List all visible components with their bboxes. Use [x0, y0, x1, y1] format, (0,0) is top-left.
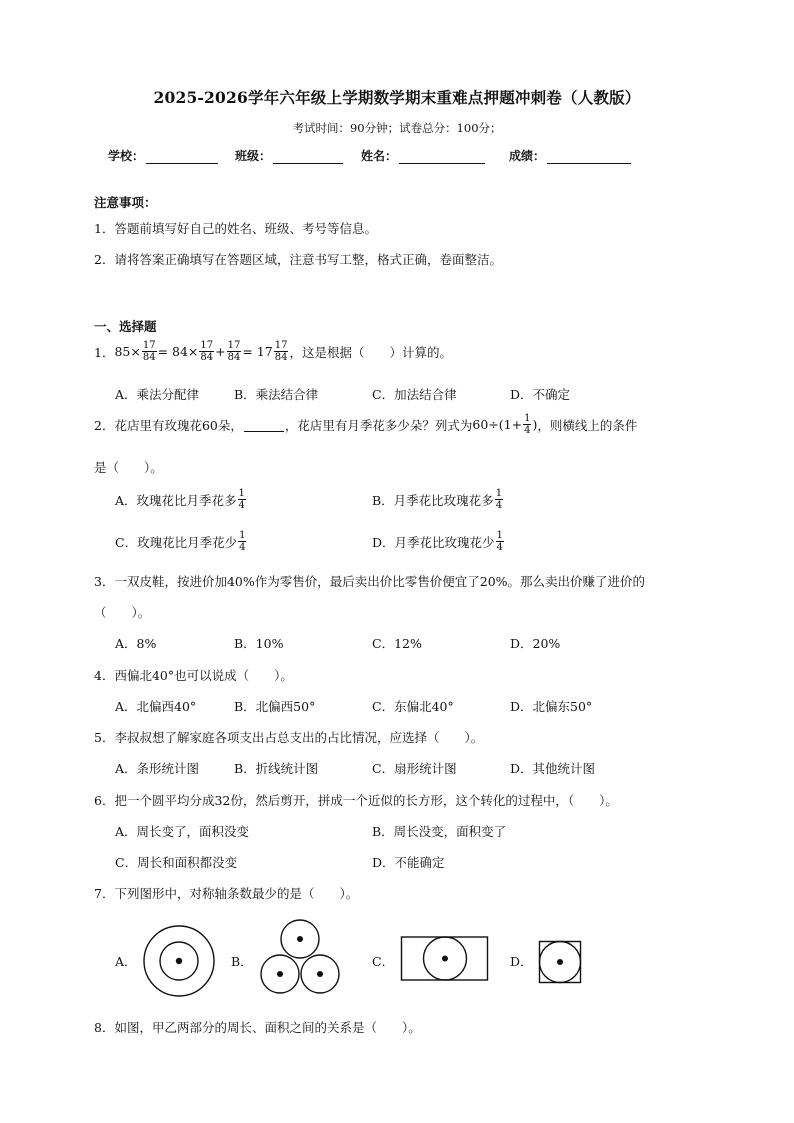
q3-option-b[interactable]: B．10% [234, 636, 284, 651]
name-blank[interactable] [399, 150, 485, 164]
q2-option-c-fraction [238, 530, 246, 553]
class-label: 班级： [235, 149, 272, 163]
denominator: 84 [200, 352, 214, 363]
q5-option-a[interactable]: A．条形统计图 [115, 761, 200, 776]
q2-option-a-text: A．玫瑰花比月季花多 [115, 492, 237, 508]
q5-option-b[interactable]: B．折线统计图 [234, 761, 319, 776]
q7-figure-c[interactable] [400, 935, 490, 983]
q2-option-b[interactable] [372, 488, 504, 511]
denominator: 4 [496, 542, 503, 553]
q6-option-b[interactable]: B．周长没变，面积变了 [372, 824, 507, 839]
q1-term-1: 85× [114, 344, 141, 359]
denominator: 84 [142, 352, 156, 363]
q7-option-a-label[interactable]: A． [115, 954, 137, 969]
q7-option-d-label[interactable]: D． [510, 954, 533, 969]
q2-option-b-fraction [495, 488, 503, 511]
q1-term-3: + [215, 344, 226, 359]
name-field [361, 147, 485, 164]
score-blank[interactable] [547, 150, 631, 164]
numerator: 1 [238, 488, 245, 499]
q1-option-a[interactable]: A．乘法分配律 [115, 387, 200, 402]
right-dot [317, 971, 323, 977]
q4-option-c[interactable]: C．东偏北40° [372, 699, 454, 714]
q4-option-b[interactable]: B．北偏西50° [234, 699, 316, 714]
q1-fraction-2 [199, 340, 214, 363]
q1-tail: ，这是根据（ ）计算的。 [289, 344, 452, 360]
q2-expression: 60÷(1+ [472, 417, 523, 432]
denominator: 4 [239, 542, 246, 553]
q2-prefix: 2．花店里有玫瑰花60朵， [94, 417, 243, 433]
q2-option-a[interactable] [115, 488, 247, 511]
q3-option-c[interactable]: C．12% [372, 636, 422, 651]
q1-fraction-1 [142, 340, 157, 363]
numerator: 1 [524, 413, 531, 424]
q2-expression-end: ) [532, 417, 538, 432]
question-2 [94, 413, 637, 436]
q2-option-d-text: D．月季花比玫瑰花少 [372, 534, 495, 550]
exam-title: 2025-2026学年六年级上学期数学期末重难点押题冲刺卷（人教版） [153, 88, 641, 107]
denominator: 4 [495, 500, 503, 511]
q1-term-4: = 17 [242, 344, 273, 359]
denominator: 4 [524, 425, 531, 436]
numerator: 1 [496, 530, 503, 541]
q1-fraction-3 [227, 340, 242, 363]
q2-fraction [523, 413, 531, 436]
top-dot [297, 936, 303, 942]
numerator: 17 [274, 340, 288, 351]
q2-tail: ，则横线上的条件 [537, 417, 638, 433]
name-label: 姓名： [361, 149, 398, 163]
notes-heading: 注意事项： [94, 195, 157, 210]
q3-option-a[interactable]: A．8% [115, 636, 157, 651]
q5-option-c[interactable]: C．扇形统计图 [372, 761, 457, 776]
class-field [235, 147, 343, 164]
q2-option-c-text: C．玫瑰花比月季花少 [115, 534, 238, 550]
q7-figure-b[interactable] [258, 918, 342, 1000]
q6-option-a[interactable]: A．周长变了，面积没变 [115, 824, 250, 839]
q7-figure-d[interactable] [538, 940, 582, 984]
left-dot [277, 971, 283, 977]
numerator: 1 [239, 530, 246, 541]
q6-option-d[interactable]: D．不能确定 [372, 855, 445, 870]
class-blank[interactable] [273, 150, 343, 164]
q2-line-2: 是（ ）。 [94, 460, 163, 475]
center-dot [442, 956, 448, 962]
q2-option-c[interactable] [115, 530, 247, 553]
score-label: 成绩： [509, 149, 546, 163]
score-field [509, 147, 631, 164]
numerator: 17 [142, 340, 156, 351]
question-7: 7．下列图形中，对称轴条数最少的是（ ）。 [94, 886, 359, 901]
note-2: 2．请将答案正确填写在答题区域，注意书写工整，格式正确，卷面整洁。 [94, 252, 502, 267]
q2-middle: ，花店里有月季花多少朵？列式为 [284, 417, 473, 433]
q2-blank[interactable] [244, 418, 284, 432]
q1-option-d[interactable]: D．不确定 [510, 387, 571, 402]
q1-option-c[interactable]: C．加法结合律 [372, 387, 457, 402]
numerator: 17 [227, 340, 241, 351]
q1-fraction-4 [274, 340, 289, 363]
school-label: 学校： [108, 149, 145, 163]
question-4: 4．西偏北40°也可以说成（ ）。 [94, 668, 293, 683]
exam-subtitle: 考试时间：90分钟；试卷总分：100分； [292, 121, 502, 135]
q2-option-b-text: B．月季花比玫瑰花多 [372, 492, 494, 508]
q6-option-c[interactable]: C．周长和面积都没变 [115, 855, 238, 870]
q1-option-b[interactable]: B．乘法结合律 [234, 387, 319, 402]
center-dot [557, 959, 563, 965]
q2-option-d-fraction [496, 530, 504, 553]
q2-option-a-fraction [238, 488, 246, 511]
question-6: 6．把一个圆平均分成32份，然后剪开，拼成一个近似的长方形，这个转化的过程中，（ ）。 [94, 793, 618, 808]
school-field [108, 147, 218, 164]
q7-option-b-label[interactable]: B． [231, 954, 253, 969]
q1-term-2: = 84× [157, 344, 199, 359]
q4-option-d[interactable]: D．北偏东50° [510, 699, 593, 714]
question-1 [94, 340, 452, 363]
q7-figure-a[interactable] [142, 924, 216, 998]
q3-option-d[interactable]: D．20% [510, 636, 561, 651]
student-info-row [0, 147, 794, 163]
question-8: 8．如图，甲乙两部分的周长、面积之间的关系是（ ）。 [94, 1020, 421, 1035]
q3-line-2: （ ）。 [94, 605, 151, 620]
denominator: 84 [274, 352, 288, 363]
q7-option-c-label[interactable]: C． [372, 954, 395, 969]
question-3: 3．一双皮鞋，按进价加40%作为零售价，最后卖出价比零售价便宜了20%。那么卖出价赚了进价的 [94, 574, 646, 589]
center-dot [176, 958, 182, 964]
denominator: 4 [238, 500, 245, 511]
q5-option-d[interactable]: D．其他统计图 [510, 761, 596, 776]
q2-option-d[interactable] [372, 530, 505, 553]
note-1: 1．答题前填写好自己的姓名、班级、考号等信息。 [94, 221, 377, 236]
q1-number: 1． [94, 344, 115, 360]
q4-option-a[interactable]: A．北偏西40° [115, 699, 197, 714]
numerator: 17 [200, 340, 214, 351]
numerator: 1 [495, 488, 503, 499]
denominator: 84 [227, 352, 241, 363]
section-heading: 一、选择题 [94, 319, 157, 334]
school-blank[interactable] [146, 150, 218, 164]
question-5: 5．李叔叔想了解家庭各项支出占总支出的占比情况，应选择（ ）。 [94, 730, 484, 745]
